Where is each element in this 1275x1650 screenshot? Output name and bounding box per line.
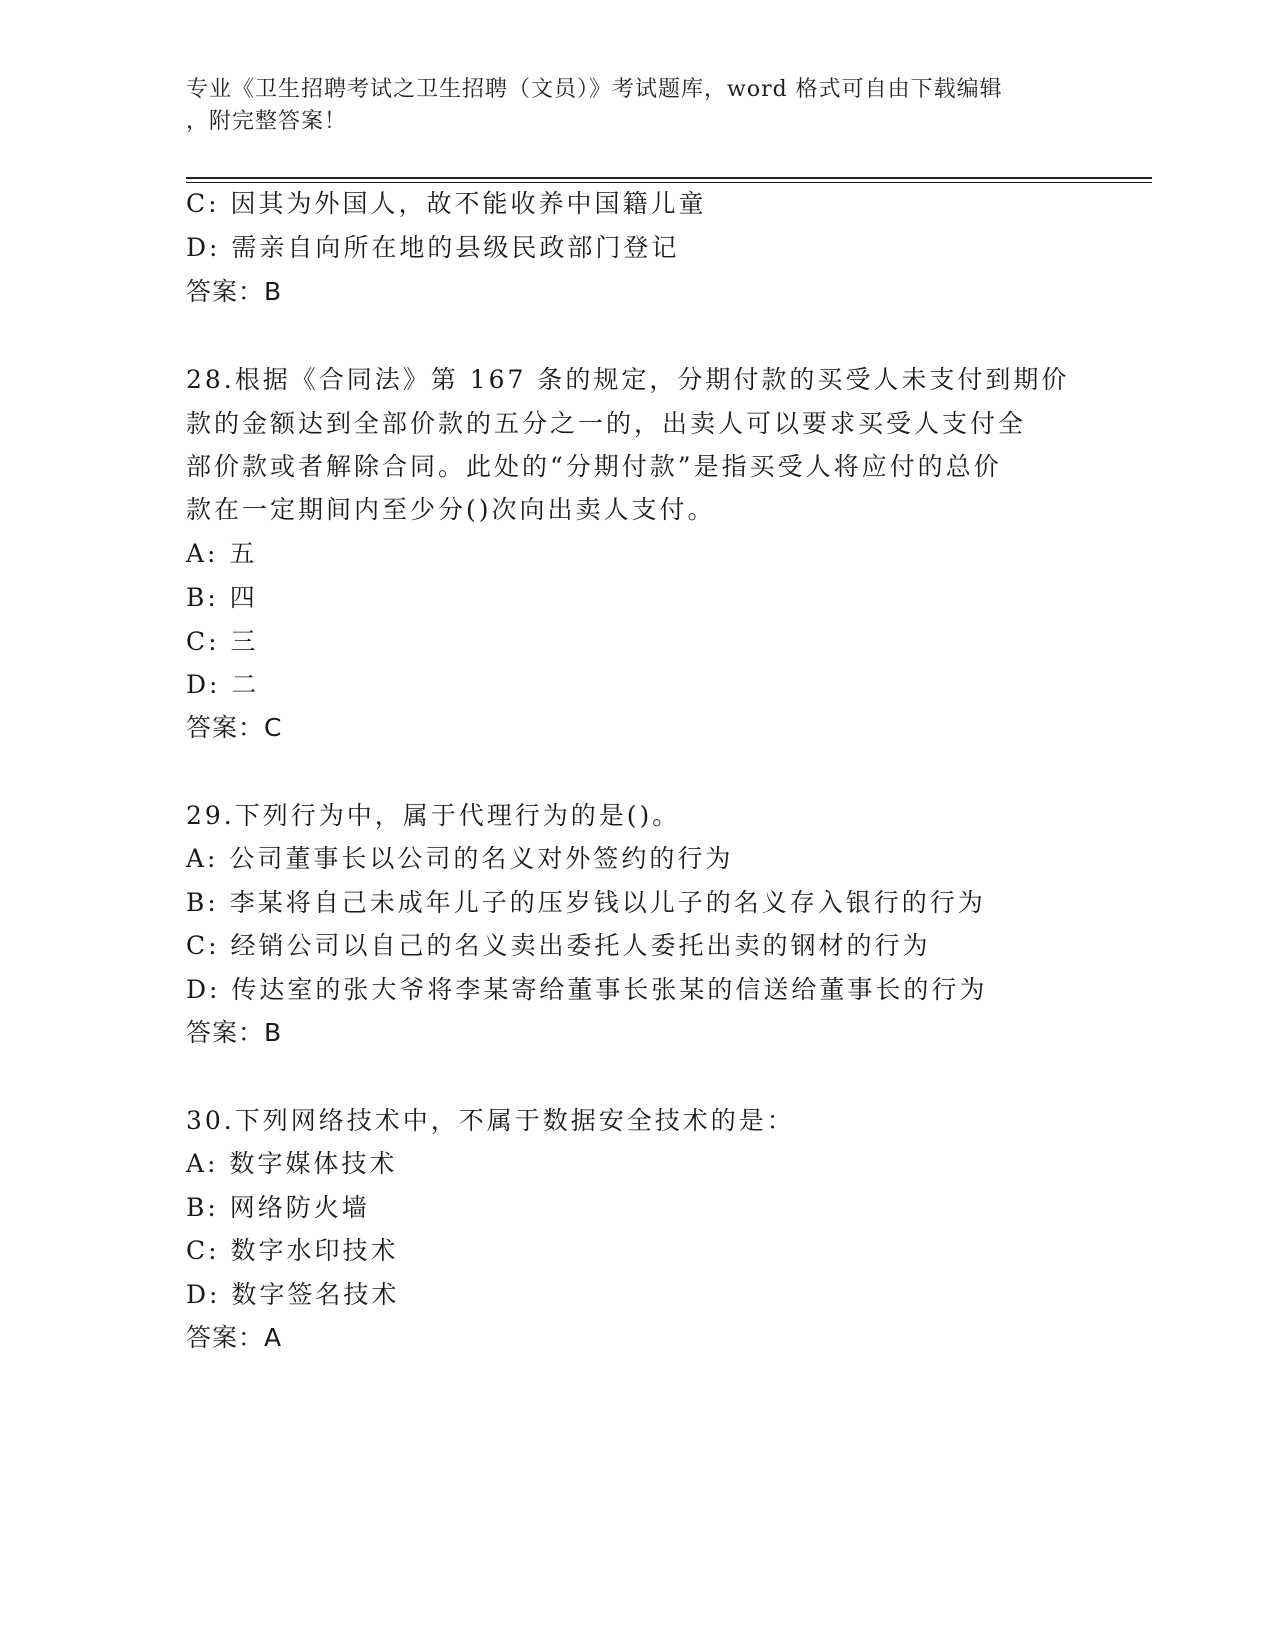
header-line-2: ，附完整答案！ — [186, 109, 348, 134]
q28-stem-line-2: 款的金额达到全部价款的五分之一的，出卖人可以要求买受人支付全 — [186, 409, 1027, 438]
q30-answer: 答案：A — [186, 1323, 283, 1352]
header-divider-thin — [186, 182, 1152, 183]
q29-answer: 答案：B — [186, 1018, 283, 1047]
q28-answer: 答案：C — [186, 713, 283, 742]
q29-option-c: C: 经销公司以自己的名义卖出委托人委托出卖的钢材的行为 — [186, 931, 931, 960]
q30-option-d: D: 数字签名技术 — [186, 1280, 400, 1309]
q27-option-d: D: 需亲自向所在地的县级民政部门登记 — [186, 233, 680, 262]
q29-option-a: A: 公司董事长以公司的名义对外签约的行为 — [186, 844, 734, 873]
q27-answer: 答案：B — [186, 277, 283, 306]
header-line-1: 专业《卫生招聘考试之卫生招聘（文员）》考试题库，word 格式可自由下载编辑 — [186, 77, 1003, 102]
q28-stem-line-1: 28.根据《合同法》第 167 条的规定，分期付款的买受人未支付到期价 — [186, 365, 1070, 394]
q30-option-c: C: 数字水印技术 — [186, 1236, 399, 1265]
q28-stem-line-4: 款在一定期间内至少分()次向出卖人支付。 — [186, 495, 716, 524]
q28-option-a: A: 五 — [186, 539, 258, 568]
q30-stem: 30.下列网络技术中，不属于数据安全技术的是： — [186, 1106, 795, 1135]
q30-option-a: A: 数字媒体技术 — [186, 1149, 398, 1178]
q28-stem-line-3: 部价款或者解除合同。此处的“分期付款”是指买受人将应付的总价 — [186, 452, 1002, 481]
q29-option-b: B: 李某将自己未成年儿子的压岁钱以儿子的名义存入银行的行为 — [186, 888, 986, 917]
q28-option-d: D: 二 — [186, 670, 260, 699]
document-header — [186, 74, 1066, 138]
q28-option-c: C: 三 — [186, 627, 259, 656]
q27-option-c: C: 因其为外国人，故不能收养中国籍儿童 — [186, 189, 707, 218]
header-divider-thick — [186, 177, 1152, 179]
q30-option-b: B: 网络防火墙 — [186, 1193, 370, 1222]
q28-option-b: B: 四 — [186, 583, 258, 612]
q29-stem: 29.下列行为中，属于代理行为的是()。 — [186, 801, 681, 830]
q29-option-d: D: 传达室的张大爷将李某寄给董事长张某的信送给董事长的行为 — [186, 975, 988, 1004]
